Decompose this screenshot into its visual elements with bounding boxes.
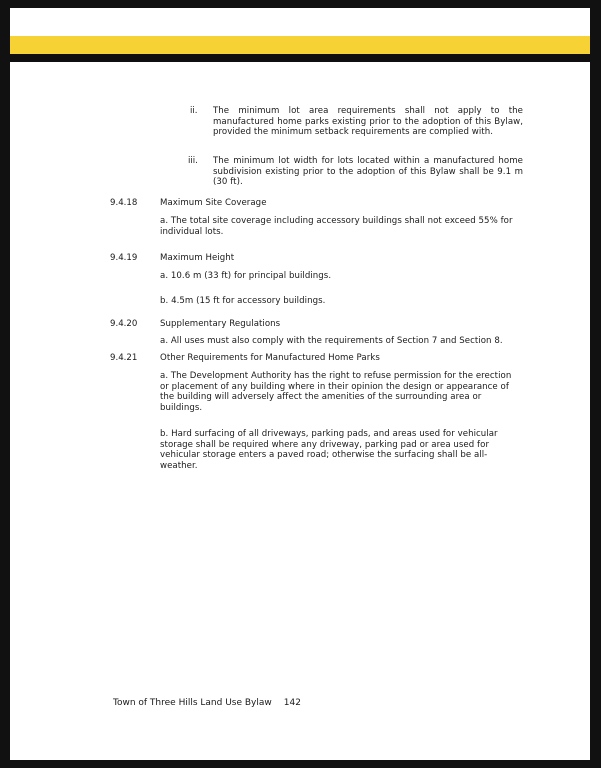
section-item: a. All uses must also comply with the requirements of Section 7 and Section 8. <box>160 336 503 346</box>
section-item: b. 4.5m (15 ft for accessory buildings. <box>160 296 326 306</box>
page-footer <box>113 698 301 709</box>
section-number: 9.4.21 <box>110 353 138 363</box>
page-number: 142 <box>283 698 301 708</box>
section-item: a. 10.6 m (33 ft) for principal buildings. <box>160 271 332 281</box>
section-item: b. Hard surfacing of all driveways, parking pads, and areas used for vehicular storage shall be required where any driveway, parking pad or area used for vehicular storage enters a paved road; otherwise the surfacing shall be all-weather. <box>160 429 498 471</box>
section-title: Maximum Height <box>160 253 235 263</box>
section-number: 9.4.18 <box>110 198 138 208</box>
section-title: Maximum Site Coverage <box>160 198 267 208</box>
item-text: The minimum lot width for lots located within a manufactured home subdivision existing prior to the adoption of this Bylaw shall be 9.1 m (30 ft). <box>213 156 523 188</box>
item-number: iii. <box>188 156 198 166</box>
footer-title: Town of Three Hills Land Use Bylaw <box>113 698 272 708</box>
section-item: a. The total site coverage including accessory buildings shall not exceed 55% for individual lots. <box>160 216 513 237</box>
section-number: 9.4.19 <box>110 253 138 263</box>
section-number: 9.4.20 <box>110 319 138 329</box>
document-page <box>10 8 590 760</box>
header-black-band <box>10 54 590 62</box>
item-number: ii. <box>190 106 198 116</box>
section-title: Supplementary Regulations <box>160 319 281 329</box>
section-item: a. The Development Authority has the right to refuse permission for the erection or placement of any building where in their opinion the design or appearance of the building will adversely affect the amenities of the surrounding area or buildings. <box>160 371 512 413</box>
section-title: Other Requirements for Manufactured Home Parks <box>160 353 380 363</box>
item-text: The minimum lot area requirements shall not apply to the manufactured home parks existing prior to the adoption of this Bylaw, provided the minimum setback requirements are complied with. <box>213 106 523 138</box>
header-yellow-band <box>10 36 590 54</box>
